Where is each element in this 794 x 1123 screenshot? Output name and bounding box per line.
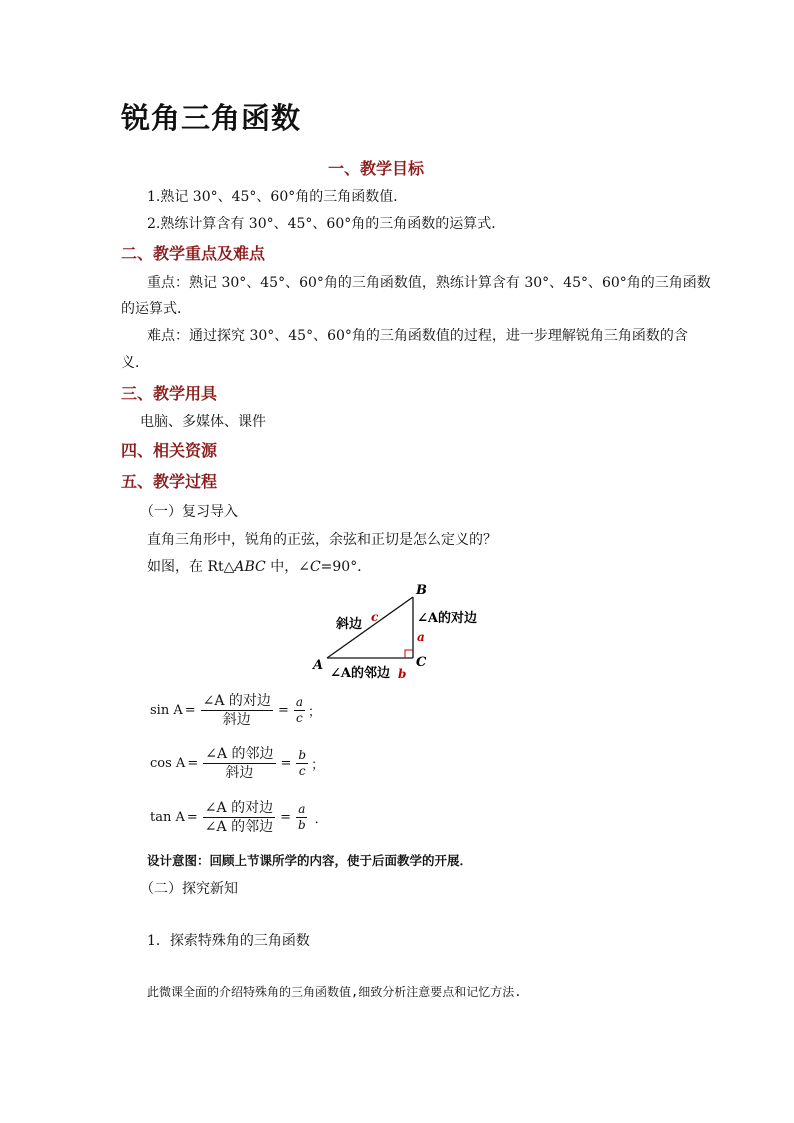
right-angle-mark xyxy=(405,650,413,658)
letter-fraction xyxy=(294,696,305,725)
design-intent: 设计意图：回顾上节课所学的内容，使于后面教学的开展． xyxy=(147,853,473,868)
formula-tan xyxy=(150,800,328,835)
side-b-label: b xyxy=(398,667,407,681)
equals-sign: = xyxy=(280,810,291,825)
fraction-numerator: ∠A 的邻边 xyxy=(205,746,274,762)
explore-item-1: 1．探索特殊角的三角函数 xyxy=(147,933,310,949)
fraction-denominator: 斜边 xyxy=(225,765,254,781)
figure-intro: 如图，在 Rt△ABC 中，∠C=90°． xyxy=(147,559,372,575)
difficulty-line-2: 义． xyxy=(121,355,149,371)
difficulty-line-1: 难点：通过探究 30°、45°、60°角的三角函数值的过程，进一步理解锐角三角函数的含 xyxy=(147,328,688,344)
formula-cos xyxy=(150,746,324,781)
key-point-line-1: 重点：熟记 30°、45°、60°角的三角函数值，熟练计算含有 30°、45°、60°角的三角函数 xyxy=(147,275,711,291)
section-heading-tools: 三、教学用具 xyxy=(121,384,218,403)
fraction-denominator: ∠A 的邻边 xyxy=(204,819,274,835)
ratio-fraction xyxy=(203,800,275,835)
fraction-denominator: 斜边 xyxy=(222,712,251,728)
letter-fraction xyxy=(296,749,308,778)
equals-sign: = xyxy=(184,703,196,718)
key-point-line-2: 的运算式． xyxy=(121,301,191,317)
formula-lhs: sin A xyxy=(150,703,183,718)
right-triangle-figure xyxy=(300,578,500,682)
adjacent-label: ∠A的邻边 xyxy=(330,666,390,681)
subsection-explore: （二）探究新知 xyxy=(140,881,238,897)
section-heading-process: 五、教学过程 xyxy=(121,472,218,491)
subsection-review: （一）复习导入 xyxy=(140,504,238,520)
formula-lhs: cos A xyxy=(150,756,186,771)
goal-item-2: 2.熟练计算含有 30°、45°、60°角的三角函数的运算式． xyxy=(147,216,506,232)
fraction-numerator: ∠A 的对边 xyxy=(202,693,271,709)
fraction-denominator: c xyxy=(298,764,306,778)
ratio-fraction xyxy=(203,746,275,781)
fraction-numerator: a xyxy=(298,802,306,816)
opposite-label: ∠A的对边 xyxy=(417,611,477,626)
vertex-c-label: C xyxy=(416,655,427,670)
side-a-label: a xyxy=(417,630,425,644)
ratio-fraction xyxy=(201,693,273,728)
section-heading-resources: 四、相关资源 xyxy=(121,441,218,460)
equals-sign: = xyxy=(280,756,292,771)
goal-item-1: 1.熟记 30°、45°、60°角的三角函数值． xyxy=(147,189,408,205)
equals-sign: = xyxy=(277,703,289,718)
formula-end: ； xyxy=(308,705,322,720)
equals-sign: = xyxy=(187,756,199,771)
vertex-a-label: A xyxy=(313,658,324,673)
fraction-numerator: ∠A 的对边 xyxy=(204,800,274,816)
formula-end: ； xyxy=(311,758,325,773)
side-c-label: c xyxy=(371,610,379,624)
formula-sin xyxy=(150,693,321,728)
formula-end: ． xyxy=(314,812,328,827)
letter-fraction xyxy=(296,803,308,832)
section-heading-key-points: 二、教学重点及难点 xyxy=(121,244,266,263)
fraction-numerator: a xyxy=(295,695,303,709)
tools-text: 电脑、多媒体、课件 xyxy=(140,414,266,430)
review-question: 直角三角形中，锐角的正弦，余弦和正切是怎么定义的？ xyxy=(147,532,497,548)
section-heading-goals: 一、教学目标 xyxy=(328,159,425,178)
vertex-b-label: B xyxy=(416,583,427,598)
fraction-denominator: c xyxy=(296,711,303,725)
equals-sign: = xyxy=(186,810,198,825)
page-title: 锐角三角函数 xyxy=(121,101,302,135)
fraction-numerator: b xyxy=(298,748,307,762)
fraction-denominator: b xyxy=(297,818,306,832)
formula-lhs: tan A xyxy=(150,810,185,825)
microlesson-note: 此微课全面的介绍特殊角的三角函数值,细致分析注意要点和记忆方法. xyxy=(147,985,522,999)
hypotenuse-label: 斜边 xyxy=(336,617,363,632)
